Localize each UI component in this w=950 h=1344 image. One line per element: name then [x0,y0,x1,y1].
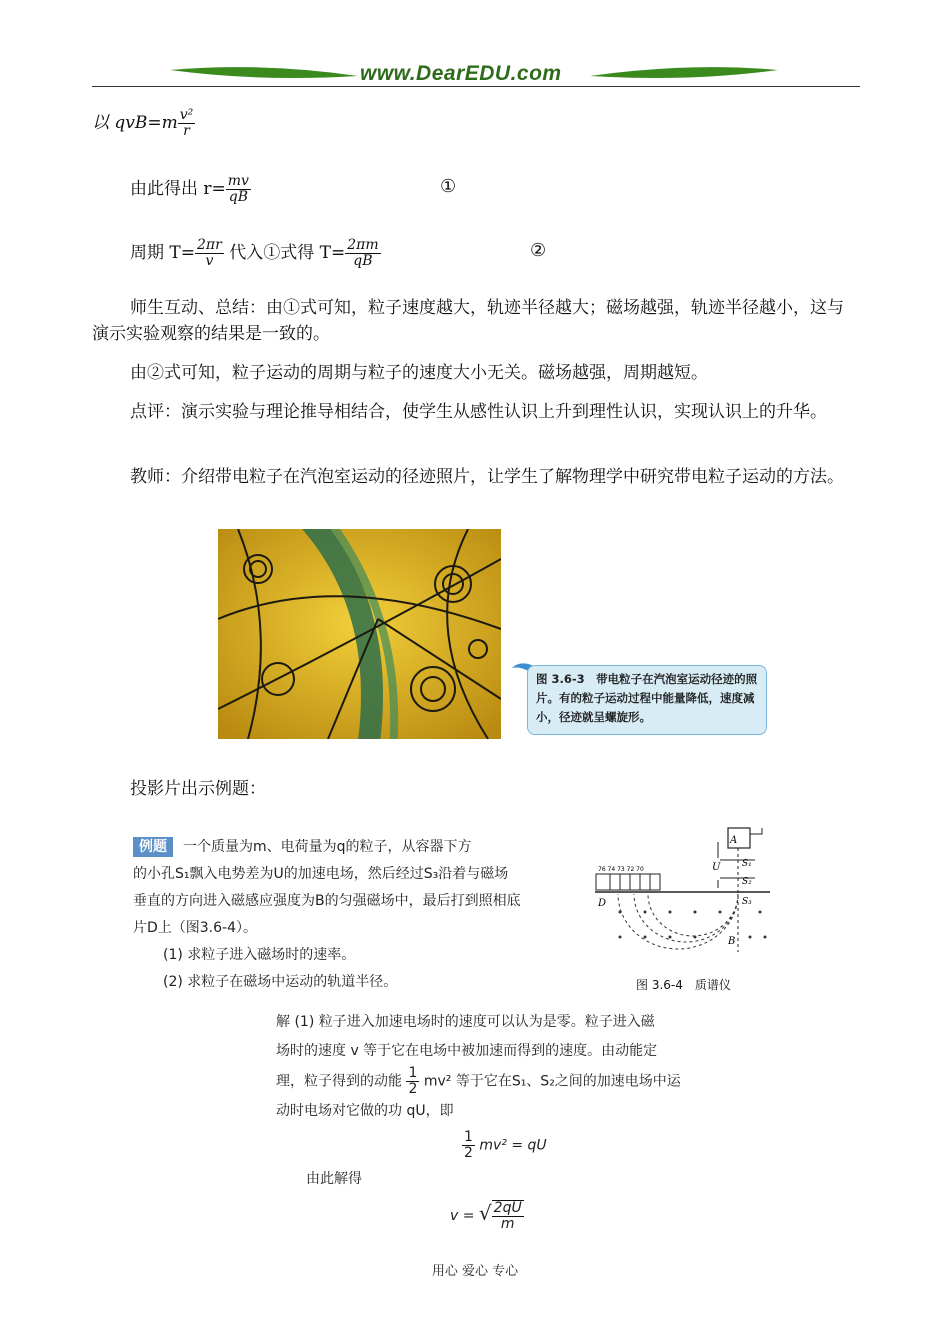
formula-line-2: 由此得出 r= $\frac{mv}{qB}$ [130,173,249,205]
formula-line-1: 以 qvB=m $\frac{\text{v²}}{r}$ [92,107,194,139]
fraction: $\frac{2\pi m}{qB}$ [347,237,379,269]
label-b: B [728,936,736,947]
header-leaf-left [170,64,360,82]
question-2: (2) 求粒子在磁场中运动的轨道半径。 [163,974,398,990]
paragraph-teacher: 教师：介绍带电粒子在汽泡室运动的径迹照片，让学生了解物理学中研究带电粒子运动的方法。 [130,467,844,487]
page-footer: 用心 爱心 专心 [431,1264,519,1279]
sqrt-icon: √ [478,1201,492,1225]
question-1: (1) 求粒子进入磁场时的速率。 [163,947,356,963]
solve-label: 由此解得 [306,1171,362,1187]
equation-kinetic: $\frac{1}{2}$ mv² = qU [464,1129,547,1161]
example-badge: 例题 [133,837,173,857]
mass-spectrometer-diagram [590,822,775,972]
fraction: $\frac{\text{v²}}{r}$ [179,107,194,139]
fraction: $\frac{2\pi r}{v}$ [197,237,222,269]
equation-mark-2: ② [530,240,547,261]
label-d: D [598,898,607,909]
label-s1: S₁ [742,859,752,869]
formula-line-3: 周期 T= $\frac{2\pi r}{v}$ 代入①式得 T= $\frac{2\pi m}{qB}$ [130,237,379,269]
label-a: A [730,835,738,846]
header-leaf-right [590,64,780,82]
projection-label: 投影片出示例题： [130,779,266,799]
fraction-half: $\frac{1}{2}$ [408,1065,418,1097]
photo-caption: 图 3.6-3 带电粒子在汽泡室运动径迹的照片。有的粒子运动过程中能量降低，速度减小，径迹就呈螺旋形。 [527,665,767,735]
bubble-chamber-photo [218,529,501,739]
header-site-logo: www.DearEDU.com [360,62,562,85]
fraction: $\frac{mv}{qB}$ [227,173,249,205]
header-rule [92,86,860,87]
fraction-sqrt: $\frac{2qU}{m}$ [493,1200,522,1232]
figure-caption: 图 3.6-4 质谱仪 [636,978,731,992]
equation-mark-1: ① [440,176,457,197]
paragraph-summary: 师生互动、总结：由①式可知，粒子速度越大，轨迹半径越大；磁场越强，轨迹半径越小，这与演示实验观察的结果是一致的。 [92,298,844,344]
paragraph-period: 由②式可知，粒子运动的周期与粒子的速度大小无关。磁场越强，周期越短。 [130,363,708,383]
label-s2: S₂ [742,877,752,887]
fraction-half: $\frac{1}{2}$ [464,1129,473,1161]
label-u: U [712,862,721,873]
paragraph-comment: 点评：演示实验与理论推导相结合，使学生从感性认识上升到理性认识，实现认识上的升华。 [130,402,827,422]
equation-velocity: v = √ $\frac{2qU}{m}$ [450,1200,522,1232]
label-s3: S₃ [742,897,752,907]
example-text: 例题 一个质量为m、电荷量为q的粒子，从容器下方 的小孔S₁飘入电势差为U的加速电场，然后经过S₃沿着与磁场 垂直的方向进入磁感应强度为B的匀强磁场中，最后打到照相底 片D上（图3.6-4）。 (1) 求粒子进入磁场时的速率。 (2) 求粒子在磁场中运动的轨道半径。 [133,834,583,996]
scale-labels: 76 74 73 72 70 [598,866,644,873]
solution-text: 解 (1) 粒子进入加速电场时的速度可以认为是零。粒子进入磁 场时的速度 v 等于它在电场中被加速而得到的速度。由动能定 理，粒子得到的动能 $\frac{1}{2}$ mv² 等于它在S₁、S₂之间的加速电场中运 动时电场对它做的功 qU，即 [276,1014,681,1119]
